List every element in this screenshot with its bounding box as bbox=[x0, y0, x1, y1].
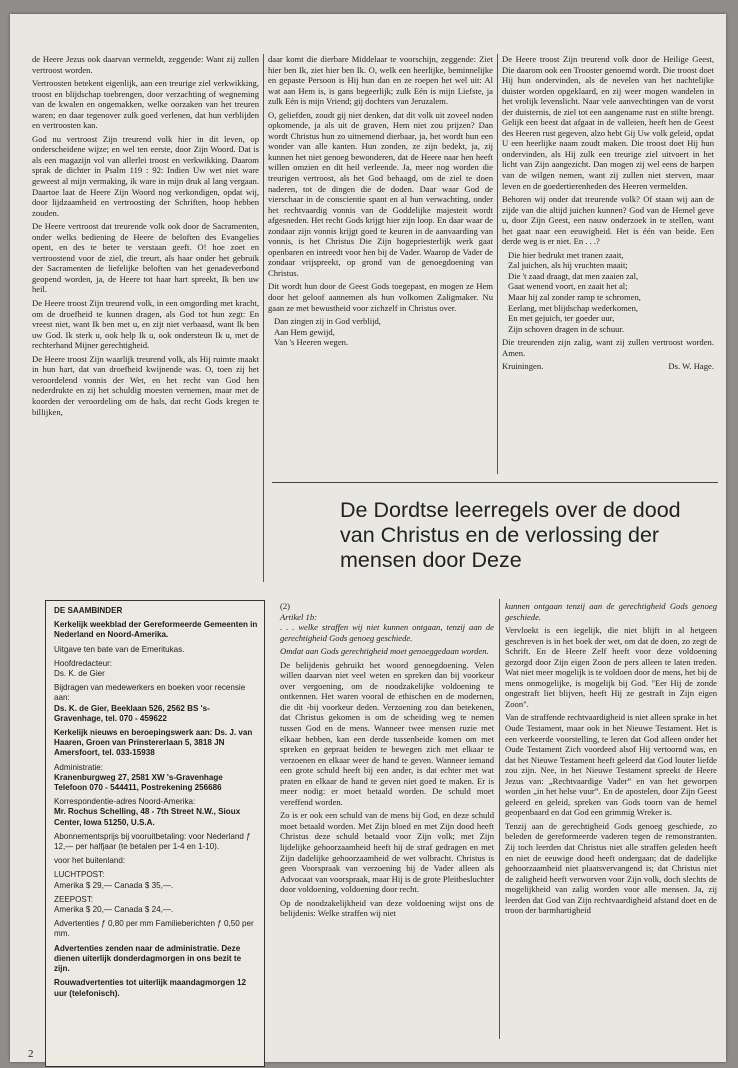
paragraph: God nu vertroost Zijn treurend volk hier in dit leven, op onderscheidene wijze; en wel ten eerste, door Zijn Woord. Dat is als een magazijn vol van allerlei troost en verkwikking. Daarom sprak de dichter in Psalm 119 : 92: Indien Uw wet niet ware geweest al mijn vermaking, ik ware in mijn druk al lang vergaan. Daartoe laat de Heere Zijn Woord nog verkondigen, opdat wij, door lijdzaamheid en vertroosting der Schriften, hoop hebben zouden. bbox=[32, 133, 259, 218]
na-label: Korrespondentie-adres Noord-Amerika: bbox=[54, 797, 196, 807]
contributions-address: Ds. K. de Gier, Beeklaan 526, 2562 BS 's-Gravenhage, tel. 070 - 459622 bbox=[54, 703, 210, 723]
article-column-1 bbox=[32, 54, 259, 420]
article-column-5 bbox=[505, 601, 717, 919]
article-quote-2: Omdat aan Gods gerechtigheid moet genoeggedaan worden. bbox=[280, 646, 489, 657]
ad-price: Advertenties ƒ 0,80 per mm Familieberichten ƒ 0,50 per mm. bbox=[54, 919, 254, 939]
colophon-publisher: Uitgave ten bate van de Emeritukas. bbox=[54, 644, 185, 654]
na-address: Mr. Rochus Schelling, 48 - 7th Street N.W., Sioux Center, Iowa 51250, U.S.A. bbox=[54, 807, 241, 827]
paragraph: daar komt die dierbare Middelaar te voorschijn, zeggende: Ziet hier ben Ik, ziet hier ben Ik. O, welk een heerlijke, beminnelijke en gepaste Persoon is Hij hun dan en ze roepen het wel uit: Al wat aan Hem is, is gans begeerlijk; zulk Eén is mijn Liefste, ja zulk Eén is mijn Vriend; gij dochters van Jeruzalem. bbox=[268, 54, 493, 107]
admin-label: Administratie: bbox=[54, 762, 104, 772]
headline-line: van Christus en de verlossing der bbox=[340, 523, 660, 547]
poem-line: Dan zingen zij in God verblijd, bbox=[274, 316, 381, 327]
mourning-note: Rouwadvertenties tot uiterlijk maandagmorgen 12 uur (telefonisch). bbox=[54, 978, 247, 998]
signature-place: Kruiningen. bbox=[502, 361, 544, 372]
part-number: (2) bbox=[280, 601, 291, 611]
closing-line: Die treurenden zijn zalig, want zij zullen vertroost worden. Amen. bbox=[502, 337, 714, 358]
paragraph: Dit wordt hun door de Geest Gods toegepast, en mogen ze Hem door het geloof aannemen als hun volkomen Zaligmaker. Nu gaan ze met bewustheid voor zichzelf in Christus over. bbox=[268, 281, 493, 313]
article-quote: . . . welke straffen wij niet kunnen ontgaan, tenzij aan de gerechtigheid Gods genoeg geschiede. bbox=[280, 622, 494, 643]
poem-line: Zijn schoven dragen in de schuur. bbox=[508, 323, 624, 334]
poem-line: Eerlang, met blijdschap wederkomen, bbox=[508, 302, 639, 313]
article-quote: kunnen ontgaan tenzij aan de gerechtigheid Gods genoeg geschiede. bbox=[505, 601, 717, 622]
article-column-2 bbox=[268, 54, 493, 351]
poem-line: Aan Hem gewijd, bbox=[274, 326, 335, 337]
abroad-label: voor het buitenland: bbox=[54, 856, 126, 866]
poem-line: Van 's Heeren wegen. bbox=[274, 337, 349, 348]
column-divider bbox=[263, 54, 264, 582]
paragraph: Op de noodzakelijkheid van deze voldoening wijst ons de belijdenis: Welke straffen wij niet bbox=[280, 897, 494, 919]
poem-line: Die hier bedrukt met tranen zaait, bbox=[508, 249, 624, 260]
paragraph: Tenzij aan de gerechtigheid Gods genoeg geschiede, zo beleden de gereformeerde vaderen tegen de remonstranten. Zij toch leerden dat Christus niet alle straffen geleden heeft en niet de eeuwige dood heeft ondergaan; dat de dadelijke gehoorzaamheid niet plaatsvervangend is; dat Christus niet de zaligheid heeft verworven voor Zijn volk, doch slechts de mogelijkheid van zalig worden voor alle mensen. Ja, zij leerden dat God van Zijn rechtvaardigheid afstand doet en de troon der barmhartigheid bbox=[505, 820, 717, 916]
colophon-intro: Kerkelijk weekblad der Gereformeerde Gemeenten in Nederland en Noord-Amerika. bbox=[54, 620, 258, 640]
subscription-price: Abonnementsprijs bij vooruitbetaling: voor Nederland ƒ 12,— per halfjaar (te betalen per 1-4 en 1-10). bbox=[54, 831, 251, 852]
page-number: 2 bbox=[28, 1048, 34, 1060]
paragraph: Behoren wij onder dat treurende volk? Of staan wij aan de zijde van die altijd juichen kunnen? God van de Hemel geve u, door Zijn Geest, een nauw onderzoek in te stellen, want het gaat naar een eeuwigheid. Het is één van beide. Een derde weg is er niet. En . . .? bbox=[502, 194, 714, 247]
paragraph: de Heere Jezus ook daarvan vermeldt, zeggende: Want zij zullen vertroost worden. bbox=[32, 54, 259, 75]
paragraph: De belijdenis gebruikt het woord genoegdoening. Velen willen daarvan niet veel weten en spreken dan bij voorkeur over vergoening, om de noodzakelijke voldoening te ontkennen. Het waren vooral de ethischen en de modernen, die dit -bij voorkeur deden. Verzoening zou dan betekenen, dat Christus gekomen is om de scheiding weg te nemen tussen God en de mens. Wanneer twee mensen ruzie met elkaar hebben, kan een derde tussenbeide komen om met spreken en gepraat beiden te bewegen zich met elkaar te verzoenen en elkaar weer de hand te geven. Wanneer iemand een grote schuld heeft bij een ander, is dat echter met wat praten en elkaar de hand te geven niet goed te maken. Er is meer nodig: er moet betaald worden. De schuld moet vereffend worden. bbox=[280, 659, 494, 807]
column-divider bbox=[497, 54, 498, 474]
contributions-label: Bijdragen van medewerkers en boeken voor recensie aan: bbox=[54, 683, 246, 703]
ad-note: Advertenties zenden naar de administratie. Deze dienen uiterlijk donderdagmorgen in ons bezit te zijn. bbox=[54, 943, 242, 974]
editor-label: Hoofdredacteur: bbox=[54, 658, 113, 668]
colophon-title: DE SAAMBINDER bbox=[54, 606, 123, 615]
airmail-label: LUCHTPOST: bbox=[54, 870, 105, 880]
article-headline bbox=[340, 498, 720, 573]
poem-verse bbox=[274, 316, 493, 348]
paragraph: De Heere troost Zijn waarlijk treurend volk, als Hij ruimte maakt in hun hart, dat van droefheid kwijnende was. O, toen zij het veroordelend vonnis der Wet, en het recht van God hen nederdrukte en zij het schuldig moesten vernemen, maar met de koorden der veroordeling om de hals, dat recht Gods kregen te billijken, bbox=[32, 353, 259, 417]
paragraph: Vertroosten betekent eigenlijk, aan een treurige ziel verkwikking, troost en blijdschap toebrengen, door verzachting of wegneming van de kwalen en ongemakken, welke oorzaken van het treuren waren; en daar tegenover zulk goed verlenen, dat hun verblijden en vertroosten kan. bbox=[32, 78, 259, 131]
paragraph: De Heere troost Zijn treurend volk door de Heilige Geest, Die daarom ook een Trooster genoemd wordt. Die troost doet Hij hun ondervinden, als de nevelen van het nachtelijke duister worden opgeklaard, en zij weer mogen wandelen in het vrolijk levenslicht. Naar vele aanvechtingen van de vorst der duisternis, de ziel tot een aangename rust en stilte brengt. Gelijk een beest dat afgaat in de valleien, heeft hen de Geest des Heeren rust gegeven, alzo hebt Gij Uw volk geleid, opdat U een heerlijke naam zoudt maken. Die troost doet Hij hun ondervinden, als Hij zulk een treurige ziel uitvoert in het licht van Zijn aangezicht. Dan mogen zij wel eens de harpen van de wilgen nemen, want zij zullen niet sterven, maar leven en de goedertierenheden des Heeren vermelden. bbox=[502, 54, 714, 191]
editor-name: Ds. K. de Gier bbox=[54, 669, 105, 679]
seamail-label: ZEEPOST: bbox=[54, 894, 94, 904]
paragraph: Van de straffende rechtvaardigheid is niet alleen sprake in het Oude Testament, maar ook in het Nieuwe Testament. Het is een verkeerde voorstelling, te leren dat God alleen onder het Oude Testament Zich voordeed alsof Hij vertoornd was, en dat het Nieuwe Testament heeft geleerd dat God louter liefde zou zijn. Nee, in het Nieuwe Testament spreekt de Heere Jezus van: „Rechtvaardige Vader” en van het geworpen worden „in het helse vuur”. En de apostelen, door Zijn Geest geleerd en geleid, spreken van Gods toorn van de hemel geopenbaard en dat God een grimmig Wreker is. bbox=[505, 712, 717, 818]
signature bbox=[502, 361, 714, 372]
psalm-verse bbox=[508, 250, 714, 334]
paragraph: O, geliefden, zoudt gij niet denken, dat dit volk uit zoveel noden opkomende, ja als uit de graven, Hem niet zou prijzen? Dan wordt Christus hun zo uitnemend dierbaar, ja, het wordt hun een wonder van alle kanten. Hun zonden, ze zijn bedekt, ja, zij kunnen het niet genoeg bewonderen, dat de Heere naar hen heeft willen omzien en dit heil verleende. Ja, meer nog worden die treurigen vertroost, als het God behaagd, om de ziel te doen naderen, tot de dingen die de doden. Daar waar God de vierschaar in de conscientie spant en al hun verwachting, onder het rechtvaardig vonnis van de Goddelijke majesteit wordt afgesneden. Het recht Gods krijgt hier zijn loop. En daar waar de zondaar zijn vonnis krijgt goed te keuren in de aanvaarding van vonnis, is het Christus Die Zijn hogepriesterlijk werk gaat openbaren en intreedt voor hen bij de Vader. Waarop de Vader de zondaar vrijspreekt, op grond van de genoegdoening van Christus. bbox=[268, 109, 493, 278]
headline-line: mensen door Deze bbox=[340, 548, 522, 572]
headline-line: De Dordtse leerregels over de dood bbox=[340, 498, 681, 522]
signature-author: Ds. W. Hage. bbox=[668, 361, 714, 372]
poem-line: Gaat wenend voort, en zaait het al; bbox=[508, 281, 628, 292]
column-divider bbox=[499, 599, 500, 1039]
news-address: Kerkelijk nieuws en beroepingswerk aan: Ds. J. van Haaren, Groen van Prinstererlaan 5, 3818 JN Amersfoort, tel. 033-15938 bbox=[54, 728, 253, 758]
admin-address: Kranenburgweg 27, 2581 XW 's-Gravenhage Telefoon 070 - 544411, Postrekening 256686 bbox=[54, 772, 223, 793]
article-column-3 bbox=[502, 54, 714, 372]
paragraph: Zo is er ook een schuld van de mens bij God, en deze schuld moet betaald worden. Met Zijn bloed en met Zijn dood heeft Christus deze schuld betaald voor Zijn volk; met Zijn lijdelijke gehoorzaamheid heeft hij de straf gedragen en met Zijn dadelijke gehoorzaamheid de wet volbracht. Christus is geen Voorspraak van verzoening bij de Vader alleen als Advocaat van voorspraak, maar Hij is de grote Pleitbesluchter door voldoening, voldoening door recht. bbox=[280, 810, 494, 895]
poem-line: Die 't zaad draagt, dat men zaaien zal, bbox=[508, 270, 639, 281]
section-divider bbox=[272, 482, 718, 483]
poem-line: En met gejuich, ter goeder uur, bbox=[508, 313, 615, 324]
article-column-4 bbox=[280, 601, 494, 922]
poem-line: Zal juichen, als hij vruchten maait; bbox=[508, 260, 628, 271]
paragraph: De Heere vertroost dat treurende volk ook door de Sacramenten, onder welks bediening de Heere de beloften des Evangelies opent, en des te beter te verstaan geeft. O! hoe zoet en vertroostend voor de ziel, die treurt, als haar onder het gebruik der Sacramenten de liefelijke beloften van het genadeverbond geopend worden, ja, de Heere tot haar hart spreekt, Ik ben uw heil. bbox=[32, 221, 259, 295]
colophon-box bbox=[45, 600, 265, 1067]
seamail-price: Amerika $ 20,— Canada $ 24,—. bbox=[54, 905, 174, 915]
newspaper-page bbox=[10, 14, 726, 1062]
article-label: Artikel 1b: bbox=[280, 611, 317, 622]
paragraph: Vervloekt is een iegelijk, die niet blijft in al hetgeen geschreven is in het boek der wet, om dat de doen, zo zegt de Schrift. En de Heere Zelf heeft voor deze voldoening gezorgd door Zijn eigen Zoon de pers alleen te laten treden. Wat niet meer mogelijk is te voldoen door de mens, het bij de mens onmogelijke, is mogelijk bij God. "Eer Hij de zonde ongestraft liet blijven, heeft Hij ze gestraft in Zijn eigen Zoon". bbox=[505, 625, 717, 709]
poem-line: Maar hij zal zonder ramp te schromen, bbox=[508, 292, 641, 303]
airmail-price: Amerika $ 29,— Canada $ 35,—. bbox=[54, 880, 174, 890]
paragraph: De Heere troost Zijn treurend volk, in een omgording met kracht, om de droefheid te kunnen dragen, als God tot hun zegt: En vreest niet, want Ik ben met u, en zijt niet verbaasd, want Ik ben uw God. Ik sterk u, ook help Ik u, ook ondersteun Ik u, met de rechterhand Mijner gerechtigheid. bbox=[32, 298, 259, 351]
